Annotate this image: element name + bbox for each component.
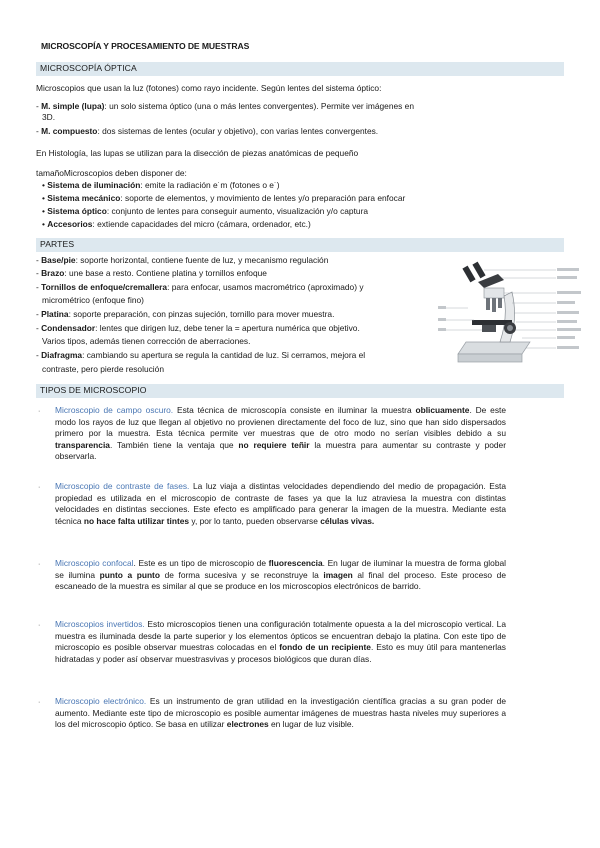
text: la muestra para aumentar su contraste y poder observarla. xyxy=(55,439,506,462)
parte-condensador-cont: Varios tipos, además tienen corrección de aberraciones. xyxy=(42,336,251,346)
text: : un solo sistema óptico (una o más lentes convergentes). Permite ver imágenes en xyxy=(104,101,414,111)
bullet: · xyxy=(38,699,41,706)
text: : lentes que dirigen luz, debe tener la = apertura numérica que objetivo. xyxy=(95,323,360,333)
text: : dos sistemas de lentes (ocular y objetivo), con varias lentes convergentes. xyxy=(97,126,379,136)
text: de forma sucesiva y se reconstruye la xyxy=(159,569,324,580)
term: Sistema de iluminación xyxy=(47,180,141,190)
microscope-type-contraste-fases xyxy=(55,481,506,527)
text: : cambiando su apertura se regula la cantidad de luz. Si cerramos, mejora el xyxy=(82,350,366,360)
list-item: • Sistema óptico: conjunto de lentes para conseguir aumento, visualización y/o captura xyxy=(42,206,369,216)
type-name: Microscopio confocal xyxy=(55,558,134,568)
text: . De este modo los rayos de luz que llegan al objetivo no provienen directamente del foco de luz, sino que han sido dispersados primero por la muestra. Esta técnica permite ver muestras que de otro modo no serían visibles debido a su xyxy=(55,405,507,439)
type-name: Microscopio electrónico. xyxy=(55,696,147,706)
term: Tornillos de enfoque/cremallera xyxy=(41,282,168,292)
microscope-type-confocal xyxy=(55,558,506,593)
bold-term: oblicuamente xyxy=(415,405,470,415)
term: Base/pie xyxy=(41,255,76,265)
compuesto-line: - M. compuesto: dos sistemas de lentes (ocular y objetivo), con varias lentes convergentes. xyxy=(36,126,379,136)
tamano-text: tamañoMicroscopios deben disponer de: xyxy=(36,168,187,178)
term: Condensador xyxy=(41,323,96,333)
section-header-optica xyxy=(36,62,564,76)
text: Es un instrumento de gran utilidad en la investigación científica gracias a su gran poder de aumento. Mediante este tipo de microscopio es posible aumentar imágenes de muestras hasta niveles muy superiores a los del microscopio óptico. Se basa en utilizar xyxy=(55,696,506,730)
bullet: · xyxy=(38,622,41,629)
list-item: • Sistema mecánico: soporte de elementos, y movimiento de lentes y/o preparación para enfocar xyxy=(42,193,406,203)
parte-base: - Base/pie: soporte horizontal, contiene fuente de luz, y mecanismo regulación xyxy=(36,255,329,265)
type-name: Microscopio de campo oscuro. xyxy=(55,405,174,415)
text: . En lugar de iluminar la muestra de forma global se ilumina xyxy=(55,558,507,580)
text: . Esto es muy útil para mantenerlas hidratadas y poder así observar muestrasvivas y procesos biológicos que duran días. xyxy=(55,642,506,664)
microscope-type-invertidos xyxy=(55,619,506,665)
bold-term: imagen xyxy=(323,569,353,580)
bold-term: transparencia xyxy=(55,439,110,450)
bold-term: células vivas. xyxy=(320,515,375,526)
text: al final del proceso. Este proceso de escaneado de la muestra es similar al que se produce en los microscopios electrónicos de barrido. xyxy=(55,569,506,592)
section-heading: PARTES xyxy=(40,239,75,249)
type-name: Microscopio de contraste de fases. xyxy=(55,481,190,491)
text: : soporte horizontal, contiene fuente de luz, y mecanismo regulación xyxy=(75,255,329,265)
text: : emite la radiación e˙m (fotones o e˙) xyxy=(140,180,280,190)
text: en lugar de luz visible. xyxy=(268,719,354,730)
bullet: · xyxy=(38,408,41,415)
list-item: • Sistema de iluminación: emite la radiación e˙m (fotones o e˙) xyxy=(42,180,280,190)
histologia-text: En Histología, las lupas se utilizan para la disección de piezas anatómicas de pequeño xyxy=(36,148,359,158)
bold-term: fluorescencia xyxy=(268,558,323,568)
intro-text: Microscopios que usan la luz (fotones) como rayo incidente. Según lentes del sistema óptico: xyxy=(36,83,382,93)
bold-term: no requiere teñir xyxy=(238,439,310,450)
term: M. simple (lupa) xyxy=(41,101,105,111)
page-title: MICROSCOPÍA Y PROCESAMIENTO DE MUESTRAS xyxy=(41,41,250,51)
text: : para enfocar, usamos macrométrico (aproximado) y xyxy=(167,282,364,292)
text: Esta técnica de microscopía consiste en iluminar la muestra xyxy=(173,405,416,415)
type-name: Microscopios invertidos. xyxy=(55,619,145,629)
bullet: · xyxy=(38,484,41,491)
section-header-partes xyxy=(36,238,564,252)
term: M. compuesto xyxy=(41,126,98,136)
bullet: · xyxy=(38,561,41,568)
text: : une base a resto. Contiene platina y tornillos enfoque xyxy=(64,268,267,278)
text: : soporte preparación, con pinzas sujeción, tornillo para mover muestra. xyxy=(68,309,335,319)
bold-term: no hace falta utilizar tintes xyxy=(83,515,190,526)
section-heading: TIPOS DE MICROSCOPIO xyxy=(40,385,147,395)
parte-tornillos: - Tornillos de enfoque/cremallera: para enfocar, usamos macrométrico (aproximado) y xyxy=(36,282,364,292)
text: y, por lo tanto, pueden observarse xyxy=(189,515,321,526)
parte-diafragma-cont: contraste, pero pierde resolución xyxy=(42,364,164,374)
parte-condensador: - Condensador: lentes que dirigen luz, debe tener la = apertura numérica que objetivo. xyxy=(36,323,360,333)
text: . También tiene la ventaja que xyxy=(109,439,239,450)
microscope-diagram-image xyxy=(438,258,584,376)
microscope-type-electronico xyxy=(55,696,506,731)
bold-term: electrones xyxy=(226,719,269,730)
term: Brazo xyxy=(41,268,65,278)
text: : conjunto de lentes para conseguir aumento, visualización y/o captura xyxy=(106,206,369,216)
text: : soporte de elementos, y movimiento de lentes y/o preparación para enfocar xyxy=(120,193,406,203)
list-item: • Accesorios: extiende capacidades del micro (cámara, ordenador, etc.) xyxy=(42,219,311,229)
bold-term: punto a punto xyxy=(99,569,160,580)
term: Sistema óptico xyxy=(47,206,107,216)
term: Accesorios xyxy=(47,219,93,229)
text: La luz viaja a distintas velocidades dependiendo del medio de propagación. Esta propiedad es utilizada en el microscopio de contraste de fases ya que la luz atraviesa la muestra con distintas velocidades en distintas secciones. Este efecto es amplificado para generar la imagen de la muestra. Mediante esta técnica xyxy=(55,481,506,526)
parte-tornillos-cont: micrométrico (enfoque fino) xyxy=(42,295,144,305)
text: Esto microscopios tienen una configuración totalmente opuesta a la del microscopio vertical. La muestra es iluminada desde la parte superior y los elementos ópticos se encuentran debajo la platina. Con este tipo de microscopio es posible observar muestras colocadas en el xyxy=(55,619,506,653)
text: . Este es un tipo de microscopio de xyxy=(133,558,269,568)
microscope-type-campo-oscuro xyxy=(55,405,506,463)
simple-line: - M. simple (lupa): un solo sistema óptico (una o más lentes convergentes). Permite ver imágenes en xyxy=(36,101,414,111)
simple-line-cont: 3D. xyxy=(42,112,56,122)
parte-brazo: - Brazo: une base a resto. Contiene platina y tornillos enfoque xyxy=(36,268,267,278)
term: Platina xyxy=(41,309,69,319)
section-header-tipos xyxy=(36,384,564,398)
section-heading: MICROSCOPÍA ÓPTICA xyxy=(40,63,137,73)
parte-diafragma: - Diafragma: cambiando su apertura se regula la cantidad de luz. Si cerramos, mejora el xyxy=(36,350,366,360)
text: : extiende capacidades del micro (cámara, ordenador, etc.) xyxy=(92,219,311,229)
microscope-icon xyxy=(438,258,584,376)
term: Sistema mecánico xyxy=(47,193,121,203)
parte-platina: - Platina: soporte preparación, con pinzas sujeción, tornillo para mover muestra. xyxy=(36,309,335,319)
term: Diafragma xyxy=(41,350,83,360)
bold-term: fondo de un recipiente xyxy=(279,642,371,653)
